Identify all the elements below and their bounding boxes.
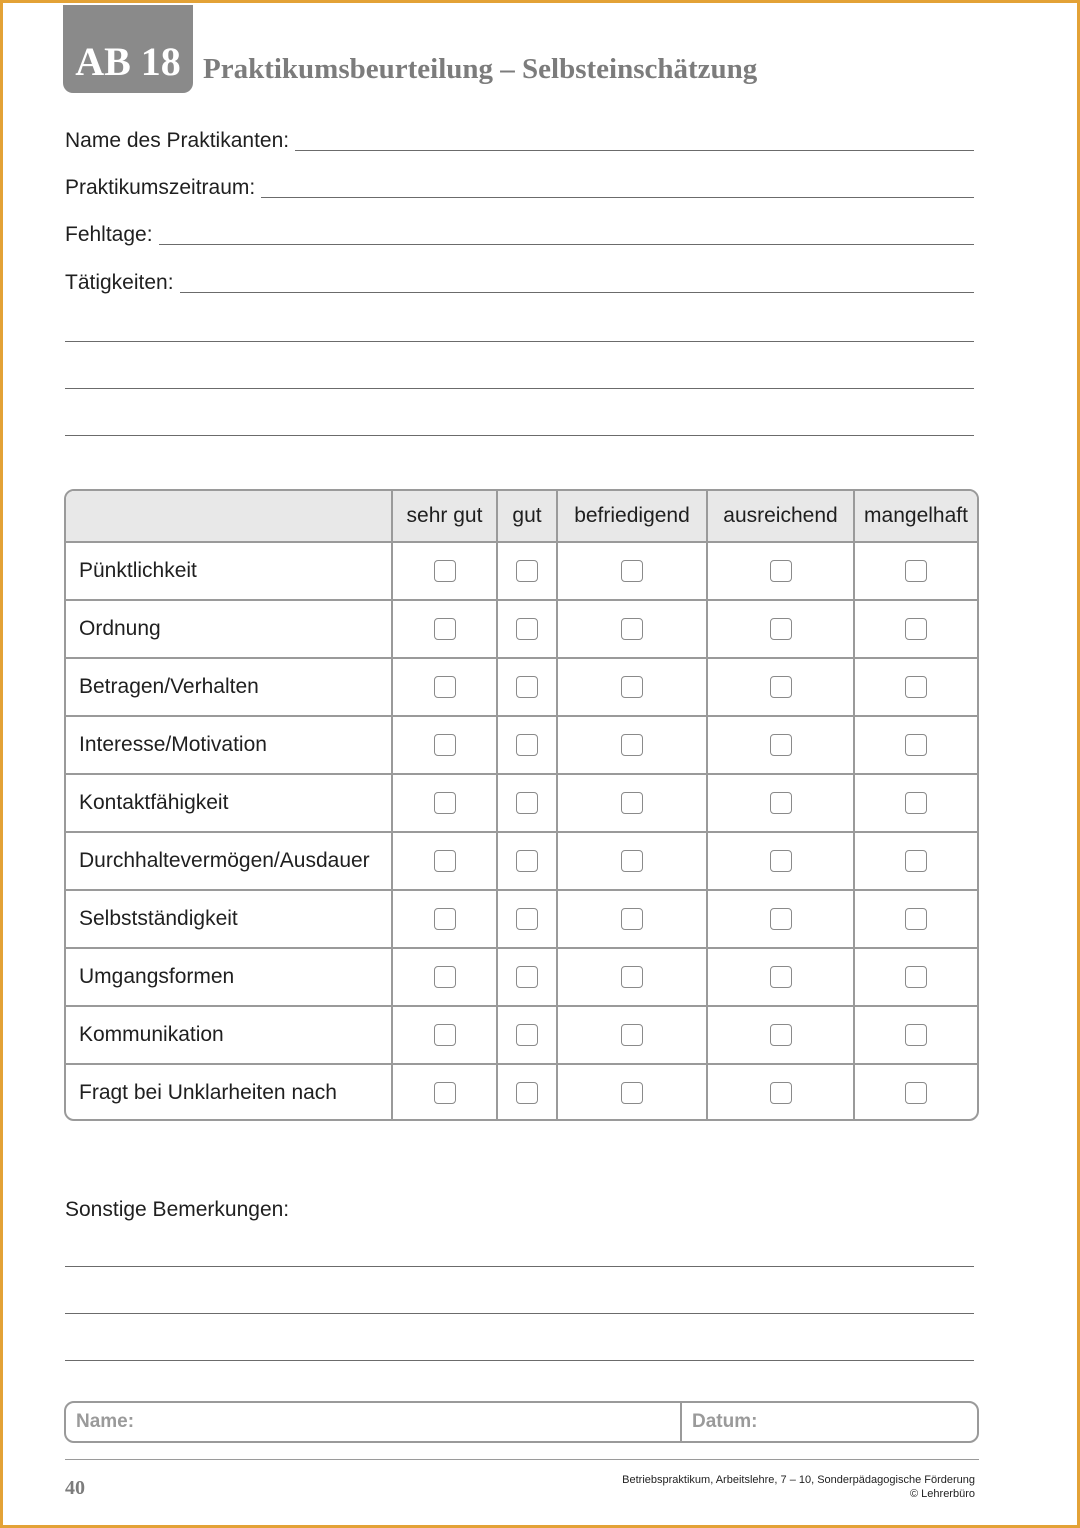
absence-field[interactable] (65, 219, 974, 249)
table-row (66, 542, 977, 600)
rating-cell (497, 716, 557, 774)
activities-line-3[interactable] (65, 388, 974, 389)
table-row (66, 948, 977, 1006)
rating-cell (392, 1006, 497, 1064)
rating-cell (497, 1006, 557, 1064)
rating-checkbox[interactable] (516, 1024, 538, 1046)
rating-cell (557, 716, 707, 774)
rating-cell (557, 948, 707, 1006)
activities-label: Tätigkeiten: (65, 271, 174, 294)
rating-cell (557, 890, 707, 948)
table-row (66, 600, 977, 658)
rating-checkbox[interactable] (621, 908, 643, 930)
rating-checkbox[interactable] (770, 734, 792, 756)
rating-checkbox[interactable] (905, 1024, 927, 1046)
rating-checkbox[interactable] (434, 908, 456, 930)
footer-credits (622, 1473, 975, 1501)
remarks-line-1[interactable] (65, 1266, 974, 1267)
table-header-row (66, 491, 977, 542)
rating-checkbox[interactable] (621, 734, 643, 756)
criterion-label: Betragen/Verhalten (66, 658, 392, 716)
absence-label: Fehltage: (65, 223, 153, 246)
rating-checkbox[interactable] (516, 676, 538, 698)
signature-date-label: Datum: (692, 1411, 758, 1432)
signature-name-label: Name: (76, 1411, 135, 1432)
rating-cell (497, 948, 557, 1006)
rating-cell (854, 716, 977, 774)
criterion-label: Kommunikation (66, 1006, 392, 1064)
rating-cell (392, 542, 497, 600)
rating-checkbox[interactable] (621, 966, 643, 988)
rating-cell (707, 658, 854, 716)
rating-cell (707, 542, 854, 600)
column-header: mangelhaft (854, 491, 977, 542)
rating-cell (497, 890, 557, 948)
rating-cell (557, 658, 707, 716)
remarks-label: Sonstige Bemerkungen: (65, 1198, 290, 1221)
rating-checkbox[interactable] (770, 676, 792, 698)
rating-checkbox[interactable] (621, 792, 643, 814)
criteria-header (66, 491, 392, 542)
rating-cell (497, 542, 557, 600)
rating-cell (854, 1006, 977, 1064)
rating-checkbox[interactable] (434, 560, 456, 582)
rating-checkbox[interactable] (770, 850, 792, 872)
rating-cell (707, 1006, 854, 1064)
column-header: gut (497, 491, 557, 542)
rating-checkbox[interactable] (621, 676, 643, 698)
rating-checkbox[interactable] (770, 908, 792, 930)
criterion-label: Kontaktfähigkeit (66, 774, 392, 832)
table-row (66, 890, 977, 948)
criterion-label: Ordnung (66, 600, 392, 658)
remarks-line-3[interactable] (65, 1360, 974, 1361)
rating-checkbox[interactable] (905, 966, 927, 988)
rating-cell (497, 1064, 557, 1121)
column-header: befriedigend (557, 491, 707, 542)
rating-cell (707, 1064, 854, 1121)
rating-cell (392, 890, 497, 948)
rating-checkbox[interactable] (905, 792, 927, 814)
table-row (66, 1006, 977, 1064)
rating-checkbox[interactable] (434, 850, 456, 872)
activities-field[interactable] (65, 267, 974, 297)
rating-checkbox[interactable] (621, 1082, 643, 1104)
rating-cell (707, 716, 854, 774)
name-line[interactable] (295, 150, 974, 151)
rating-checkbox[interactable] (621, 560, 643, 582)
rating-cell (707, 774, 854, 832)
rating-checkbox[interactable] (905, 618, 927, 640)
rating-cell (707, 600, 854, 658)
signature-name-field[interactable] (66, 1403, 682, 1441)
rating-checkbox[interactable] (905, 1082, 927, 1104)
rating-checkbox[interactable] (516, 966, 538, 988)
rating-cell (392, 774, 497, 832)
rating-cell (854, 774, 977, 832)
rating-checkbox[interactable] (516, 560, 538, 582)
page-title: Praktikumsbeurteilung – Selbsteinschätzung (203, 53, 758, 85)
rating-checkbox[interactable] (434, 792, 456, 814)
rating-cell (392, 948, 497, 1006)
rating-cell (497, 832, 557, 890)
rating-checkbox[interactable] (770, 966, 792, 988)
rating-cell (707, 948, 854, 1006)
rating-cell (392, 1064, 497, 1121)
rating-cell (854, 832, 977, 890)
signature-date-field[interactable] (682, 1403, 977, 1441)
signature-box (64, 1401, 979, 1443)
rating-checkbox[interactable] (770, 618, 792, 640)
rating-checkbox[interactable] (516, 734, 538, 756)
rating-checkbox[interactable] (516, 1082, 538, 1104)
rating-checkbox[interactable] (516, 618, 538, 640)
table-row (66, 658, 977, 716)
rating-cell (557, 1006, 707, 1064)
footer-line-2: © Lehrerbüro (910, 1488, 975, 1500)
activities-line-4[interactable] (65, 435, 974, 436)
column-header: ausreichend (707, 491, 854, 542)
rating-cell (392, 832, 497, 890)
rating-cell (854, 658, 977, 716)
activities-line-2[interactable] (65, 341, 974, 342)
rating-cell (854, 542, 977, 600)
footer-line-1: Betriebspraktikum, Arbeitslehre, 7 – 10, Sonderpädagogische Förderung (622, 1474, 975, 1486)
period-line[interactable] (261, 197, 974, 198)
rating-cell (392, 600, 497, 658)
worksheet-badge: AB 18 (63, 5, 193, 93)
footer-divider (65, 1459, 979, 1460)
rating-checkbox[interactable] (621, 618, 643, 640)
rating-checkbox[interactable] (434, 1082, 456, 1104)
rating-cell (557, 832, 707, 890)
rating-checkbox[interactable] (770, 560, 792, 582)
table-row (66, 716, 977, 774)
criterion-label: Interesse/Motivation (66, 716, 392, 774)
rating-checkbox[interactable] (434, 618, 456, 640)
table-row (66, 774, 977, 832)
rating-checkbox[interactable] (434, 1024, 456, 1046)
rating-checkbox[interactable] (905, 676, 927, 698)
rating-cell (497, 774, 557, 832)
rating-checkbox[interactable] (434, 676, 456, 698)
rating-cell (557, 600, 707, 658)
period-label: Praktikumszeitraum: (65, 176, 256, 199)
activities-line[interactable] (180, 292, 974, 293)
criterion-label: Umgangsformen (66, 948, 392, 1006)
criterion-label: Pünktlichkeit (66, 542, 392, 600)
rating-checkbox[interactable] (770, 1082, 792, 1104)
name-label: Name des Praktikanten: (65, 129, 290, 152)
rating-cell (392, 716, 497, 774)
rating-cell (854, 890, 977, 948)
rating-cell (854, 1064, 977, 1121)
rating-checkbox[interactable] (516, 908, 538, 930)
rating-checkbox[interactable] (434, 966, 456, 988)
name-field[interactable] (65, 125, 974, 155)
rating-checkbox[interactable] (516, 850, 538, 872)
criterion-label: Selbstständigkeit (66, 890, 392, 948)
rating-cell (557, 774, 707, 832)
rating-checkbox[interactable] (516, 792, 538, 814)
page-number: 40 (65, 1477, 85, 1499)
rating-checkbox[interactable] (905, 734, 927, 756)
rating-cell (854, 600, 977, 658)
remarks-line-2[interactable] (65, 1313, 974, 1314)
rating-checkbox[interactable] (770, 1024, 792, 1046)
rating-checkbox[interactable] (621, 1024, 643, 1046)
rating-cell (557, 1064, 707, 1121)
rating-checkbox[interactable] (434, 734, 456, 756)
absence-line[interactable] (159, 244, 974, 245)
column-header: sehr gut (392, 491, 497, 542)
table-row (66, 832, 977, 890)
rating-checkbox[interactable] (770, 792, 792, 814)
rating-checkbox[interactable] (905, 560, 927, 582)
rating-checkbox[interactable] (905, 850, 927, 872)
rating-cell (707, 832, 854, 890)
rating-checkbox[interactable] (621, 850, 643, 872)
rating-cell (557, 542, 707, 600)
criterion-label: Durchhaltevermögen/Ausdauer (66, 832, 392, 890)
rating-cell (392, 658, 497, 716)
rating-cell (497, 658, 557, 716)
rating-cell (854, 948, 977, 1006)
rating-table (64, 489, 979, 1121)
rating-cell (707, 890, 854, 948)
table-row (66, 1064, 977, 1121)
criterion-label: Fragt bei Unklarheiten nach (66, 1064, 392, 1121)
rating-cell (497, 600, 557, 658)
period-field[interactable] (65, 172, 974, 202)
rating-checkbox[interactable] (905, 908, 927, 930)
